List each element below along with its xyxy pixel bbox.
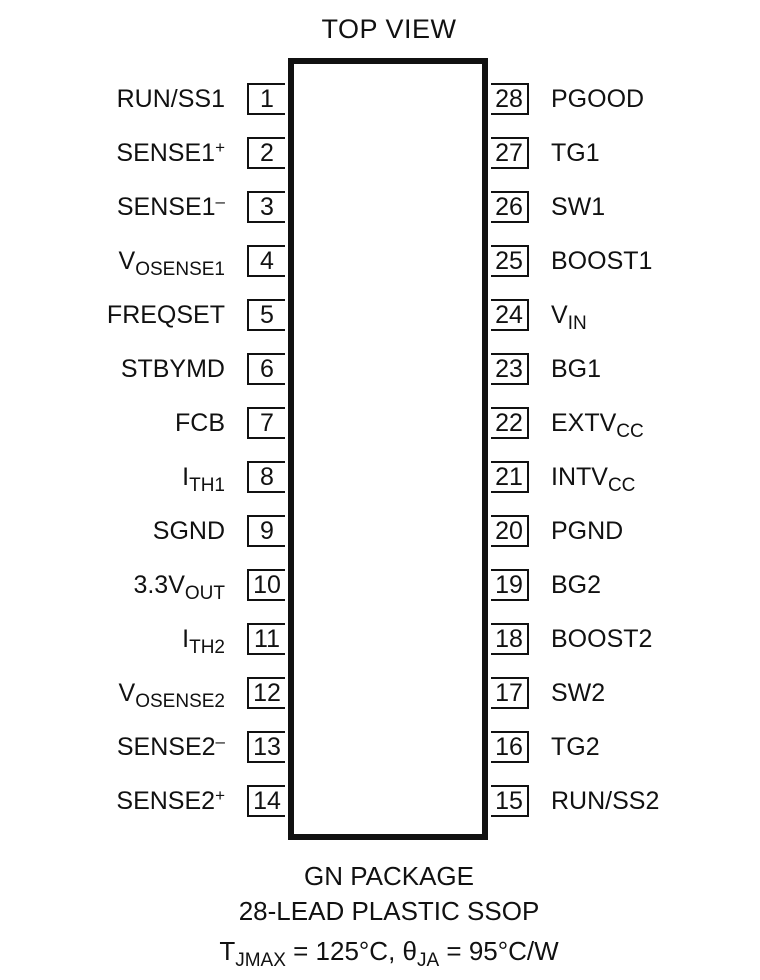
pin-17-label bbox=[551, 677, 605, 709]
theta-symbol: θ bbox=[402, 936, 417, 966]
pin-26-number: 26 bbox=[491, 191, 529, 223]
theta-subscript: JA bbox=[417, 950, 440, 971]
pin-14-label bbox=[116, 785, 225, 817]
tjmax-subscript: JMAX bbox=[235, 950, 286, 971]
tjmax-symbol: T bbox=[219, 936, 236, 966]
pin-24-subscript: IN bbox=[567, 313, 587, 334]
pin-2-number: 2 bbox=[247, 137, 285, 169]
pin-3-superscript: – bbox=[215, 192, 225, 211]
pin-21-subscript: CC bbox=[607, 475, 636, 496]
pin-13-name: SENSE2 bbox=[116, 733, 216, 761]
pin-20-label bbox=[551, 515, 623, 547]
pin-15-label bbox=[551, 785, 659, 817]
pin-4-number: 4 bbox=[247, 245, 285, 277]
pin-22-label bbox=[551, 407, 644, 442]
pin-10-number: 10 bbox=[247, 569, 285, 601]
pin-4-subscript: OSENSE1 bbox=[135, 259, 225, 280]
pin-8-name: I bbox=[182, 463, 190, 491]
pin-23-number: 23 bbox=[491, 353, 529, 385]
pin-13-superscript: – bbox=[215, 732, 225, 751]
pin-17-number: 17 bbox=[491, 677, 529, 709]
pin-23-label bbox=[551, 353, 601, 385]
pin-24-label bbox=[551, 299, 587, 334]
pin-11-label bbox=[182, 623, 225, 658]
pin-16-name: TG2 bbox=[551, 733, 600, 761]
theta-value: = 95°C/W bbox=[439, 936, 559, 966]
pin-22-name: EXTV bbox=[551, 409, 617, 437]
pin-5-name: FREQSET bbox=[106, 301, 225, 329]
pin-12-label bbox=[118, 677, 225, 712]
pin-7-label bbox=[175, 407, 225, 439]
pin-11-number: 11 bbox=[247, 623, 285, 655]
pin-8-subscript: TH1 bbox=[189, 475, 225, 496]
pin-18-name: BOOST2 bbox=[551, 625, 653, 653]
pin-13-label bbox=[117, 731, 225, 763]
pin-28-label bbox=[551, 83, 644, 115]
pin-3-label bbox=[117, 191, 225, 223]
pin-9-label bbox=[153, 515, 225, 547]
pin-21-label bbox=[551, 461, 636, 496]
pin-12-subscript: OSENSE2 bbox=[135, 691, 225, 712]
pin-23-name: BG1 bbox=[551, 355, 602, 383]
pin-27-label bbox=[551, 137, 600, 169]
pin-27-number: 27 bbox=[491, 137, 529, 169]
pin-18-label bbox=[551, 623, 652, 655]
pin-8-label bbox=[182, 461, 225, 496]
pin-3-number: 3 bbox=[247, 191, 285, 223]
pin-5-number: 5 bbox=[247, 299, 285, 331]
pin-16-number: 16 bbox=[491, 731, 529, 763]
pin-13-number: 13 bbox=[247, 731, 285, 763]
pin-12-number: 12 bbox=[247, 677, 285, 709]
pin-10-subscript: OUT bbox=[184, 583, 225, 604]
pin-8-number: 8 bbox=[247, 461, 285, 493]
package-name: GN PACKAGE bbox=[303, 861, 474, 891]
pin-26-label bbox=[551, 191, 605, 223]
pin-25-number: 25 bbox=[491, 245, 529, 277]
pin-19-label bbox=[551, 569, 601, 601]
pin-11-subscript: TH2 bbox=[189, 637, 225, 658]
pin-1-label bbox=[117, 83, 225, 115]
pin-1-name: RUN/SS1 bbox=[116, 85, 225, 113]
pin-22-number: 22 bbox=[491, 407, 529, 439]
pin-22-subscript: CC bbox=[616, 421, 644, 442]
pin-28-name: PGOOD bbox=[551, 85, 645, 113]
pin-2-superscript: + bbox=[215, 138, 225, 157]
pin-15-name: RUN/SS2 bbox=[551, 787, 660, 815]
pin-10-name: 3.3V bbox=[133, 571, 185, 599]
pin-19-number: 19 bbox=[491, 569, 529, 601]
pin-2-label bbox=[116, 137, 225, 169]
thermal-spec bbox=[0, 936, 760, 971]
pin-15-number: 15 bbox=[491, 785, 529, 817]
pin-1-number: 1 bbox=[247, 83, 285, 115]
ic-package-body bbox=[288, 58, 488, 840]
pin-4-label bbox=[118, 245, 225, 280]
pin-25-name: BOOST1 bbox=[551, 247, 653, 275]
pin-18-number: 18 bbox=[491, 623, 529, 655]
pin-25-label bbox=[551, 245, 652, 277]
pin-14-name: SENSE2 bbox=[116, 787, 216, 815]
pin-26-name: SW1 bbox=[551, 193, 606, 221]
pin-10-label bbox=[133, 569, 225, 604]
pin-9-number: 9 bbox=[247, 515, 285, 547]
pin-28-number: 28 bbox=[491, 83, 529, 115]
pin-6-name: STBYMD bbox=[120, 355, 225, 383]
pin-16-label bbox=[551, 731, 600, 763]
pin-7-number: 7 bbox=[247, 407, 285, 439]
pin-7-name: FCB bbox=[175, 409, 225, 437]
pin-21-name: INTV bbox=[551, 463, 608, 491]
pin-6-number: 6 bbox=[247, 353, 285, 385]
pin-21-number: 21 bbox=[491, 461, 529, 493]
pin-2-name: SENSE1 bbox=[116, 139, 216, 167]
pin-11-name: I bbox=[182, 625, 190, 653]
pin-12-name: V bbox=[118, 679, 136, 707]
pin-14-superscript: + bbox=[215, 786, 225, 805]
pin-20-name: PGND bbox=[551, 517, 624, 545]
pin-4-name: V bbox=[118, 247, 136, 275]
pin-24-number: 24 bbox=[491, 299, 529, 331]
pin-24-name: V bbox=[551, 301, 568, 329]
pin-5-label bbox=[107, 299, 225, 331]
pin-14-number: 14 bbox=[247, 785, 285, 817]
pin-9-name: SGND bbox=[152, 517, 225, 545]
package-description: 28-LEAD PLASTIC SSOP bbox=[238, 896, 540, 926]
pin-27-name: TG1 bbox=[551, 139, 600, 167]
pin-3-name: SENSE1 bbox=[116, 193, 216, 221]
pin-19-name: BG2 bbox=[551, 571, 602, 599]
pin-6-label bbox=[121, 353, 225, 385]
pin-20-number: 20 bbox=[491, 515, 529, 547]
pin-17-name: SW2 bbox=[551, 679, 606, 707]
tjmax-value: = 125°C, bbox=[285, 936, 403, 966]
diagram-title: TOP VIEW bbox=[321, 14, 457, 44]
